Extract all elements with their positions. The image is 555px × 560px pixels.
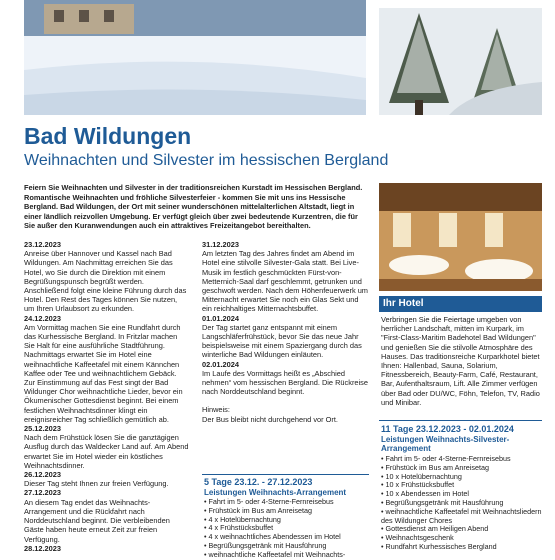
package-5-heading: 5 Tage 23.12. - 27.12.2023 (204, 477, 313, 487)
list-item: • 10 x Abendessen im Hotel (381, 490, 542, 499)
list-item: • Gottesdienst am Heiligen Abend (381, 525, 542, 534)
intro-paragraph: Feiern Sie Weihnachten und Silvester in der traditionsreichen Kurstadt im Hessischen Bergland. Romantische Weihnachten und fröhliche Silvesterfeier - kommen Sie mit uns ins Hessische Bergland. Bad Wildungen, der Ort mit seiner wunderschönen mittelalterlichen Altstadt, liegt in einer ländlich reizvollen Umgebung. Er verfügt gleich über zwei bedeutende Kurzentren, die für Sie außer den Kuranwendungen auch ein attraktives Freizeitangebot bereithalten. (24, 183, 363, 231)
day-text: Der Tag startet ganz entspannt mit einem Langschläferfrühstück, bevor Sie das neue Jahr beispielsweise mit einem Spaziergang durch das winterliche Bad Wildungen einläuten. (202, 322, 362, 360)
day-text: Im Laufe des Vormittags heißt es „Abschied nehmen“ vom hessischen Bergland. Die Rückreise nach Norddeutschland beginnt. (202, 368, 368, 397)
list-item: • Frühstück im Bus am Anreisetag (204, 507, 369, 516)
snowy-trees-photo (379, 8, 542, 115)
list-item: • weihnachtliche Kaffeetafel mit Weihnachtsliedern des Wildunger Chores (381, 508, 542, 526)
list-item: • Begrüßungsgetränk mit Hausführung (204, 542, 369, 551)
hinweis-label: Hinweis: (202, 405, 230, 415)
day-date: 26.12.2023 (24, 470, 61, 480)
page-subtitle: Weihnachten und Silvester im hessischen Bergland (24, 152, 389, 169)
day-date: 27.12.2023 (24, 488, 61, 498)
day-text: Am letzten Tag des Jahres findet am Abend im Hotel eine stilvolle Silvester-Gala statt. Bei Live-Musik im festlich geschmückten Fürst-von-Metternich-Saal darf geschlemmt, getrunken und geschwoft werden. Nach dem Höhenfeuerwerk um Mitternacht erwartet Sie noch ein Glas Sekt und ein reichhaltiges Mitternachtsbuffet. (202, 249, 368, 314)
itinerary-middle-column (202, 240, 369, 424)
package-11-subheading: Leistungen Weihnachts-Silvester-Arrangement (381, 435, 510, 453)
day-date: 01.01.2024 (202, 313, 239, 323)
list-item: • Fahrt im 5- oder 4-Sterne-Fernreisebus (381, 455, 542, 464)
list-item: • Begrüßungsgetränk mit Hausführung (381, 499, 542, 508)
day-date: 24.12.2023 (24, 313, 61, 323)
day-date: 28.12.2023 (24, 543, 61, 553)
day-text: An diesem Tag endet das Weihnachts-Arrangement und die Rückfahrt nach Norddeutschland beginnt. Die verbleibenden Gäste haben heute erneut Zeit zur freien Verfügung. (24, 497, 170, 544)
day-date: 02.01.2024 (202, 359, 239, 369)
day-text: Nach dem Frühstück lösen Sie die ganztägigen Ausflug durch das Waldecker Land auf. Am Abend erwartet Sie im Hotel wieder ein köstliches Weihnachtsdinner. (24, 433, 189, 470)
winter-park-photo (24, 0, 366, 115)
package-5-subheading: Leistungen Weihnachts-Arrangement (204, 488, 347, 497)
itinerary-left-column (24, 240, 189, 553)
snowy-trees-illustration (379, 8, 542, 115)
package-11-heading: 11 Tage 23.12.2023 - 02.01.2024 (381, 424, 514, 434)
day-text: Am Vormittag machen Sie eine Rundfahrt durch das Kurhessische Bergland. In Fritzlar machen Sie Halt für eine ausführliche Stadtführung. Nachmittags erwartet Sie im Hotel eine weihnachtliche Kaffeetafel mit einem Kännchen Kaffee oder Tee und weihnachtlichem Gebäck. Zur Einstimmung auf das Fest singt der Bad Wildunger Chor weihnachtliche Lieder, bevor ein Ökumenischer Gottesdienst beginnt. Bei einem festlichen Weihnachtsdinner klingt ein ereignisreicher Tag schließlich gemütlich ab. (24, 322, 183, 424)
list-item: • Frühstück im Bus am Anreisetag (381, 464, 542, 473)
list-item: • Weihnachtsgeschenk (381, 534, 542, 543)
list-item: • weihnachtliche Kaffeetafel mit Weihnachts- (204, 551, 369, 560)
winter-park-illustration (24, 0, 366, 115)
list-item: • 10 x Hotelübernachtung (381, 473, 542, 482)
day-text: Dieser Tag steht Ihnen zur freien Verfügung. (24, 479, 169, 489)
day-date: 25.12.2023 (24, 424, 61, 434)
divider (202, 474, 369, 475)
hotel-restaurant-photo (379, 183, 542, 291)
hotel-description: Verbringen Sie die Feiertage umgeben von herrlicher Landschaft, mitten im Kurpark, im "First-Class-Maritim Badehotel Bad Wildungen" und genießen Sie die stilvolle Atmosphäre des Hauses. Das traditionsreiche Kurparkhotel bietet Ihnen: Hallenbad, Sauna, Solarium, Fitnessbereich, Beauty-Farm, Café, Restaurant, Bar, Aufenthaltsraum, Lift. Alle Zimmer verfügen über Bad oder DU/WC, Föhn, Telefon, TV, Radio und Minibar. (381, 315, 540, 407)
list-item: • Fahrt im 5- oder 4-Sterne-Fernreisebus (204, 498, 369, 507)
package-11-box (381, 424, 542, 552)
package-5-box (204, 477, 369, 560)
list-item: • 10 x Frühstücksbuffet (381, 481, 542, 490)
day-date: 31.12.2023 (202, 240, 239, 249)
divider (379, 420, 542, 421)
day-date: 23.12.2023 (24, 240, 61, 249)
list-item: • 4 x Hotelübernachtung (204, 516, 369, 525)
package-5-list (204, 498, 369, 560)
day-text: Anreise über Hannover und Kassel nach Bad Wildungen. Am Nachmittag erreichen Sie das Hotel, wo Sie durch die Direktion mit einem Begrüßungspunsch begrüßt werden. Anschließend folgt eine kleine Führung durch das Hotel. Den Rest des Tages können Sie nutzen, um Ihren Urlaubsort zu erkunden. (24, 249, 187, 314)
list-item: • 4 x Frühstücksbuffet (204, 524, 369, 533)
restaurant-illustration (379, 183, 542, 291)
list-item: • Rundfahrt Kurhessisches Bergland (381, 543, 542, 552)
hotel-heading: Ihr Hotel (379, 296, 542, 312)
hinweis-text: Der Bus bleibt nicht durchgehend vor Ort. (202, 414, 338, 424)
package-11-list (381, 455, 542, 552)
page-title: Bad Wildungen (24, 123, 192, 149)
list-item: • 4 x weihnachtliches Abendessen im Hotel (204, 533, 369, 542)
